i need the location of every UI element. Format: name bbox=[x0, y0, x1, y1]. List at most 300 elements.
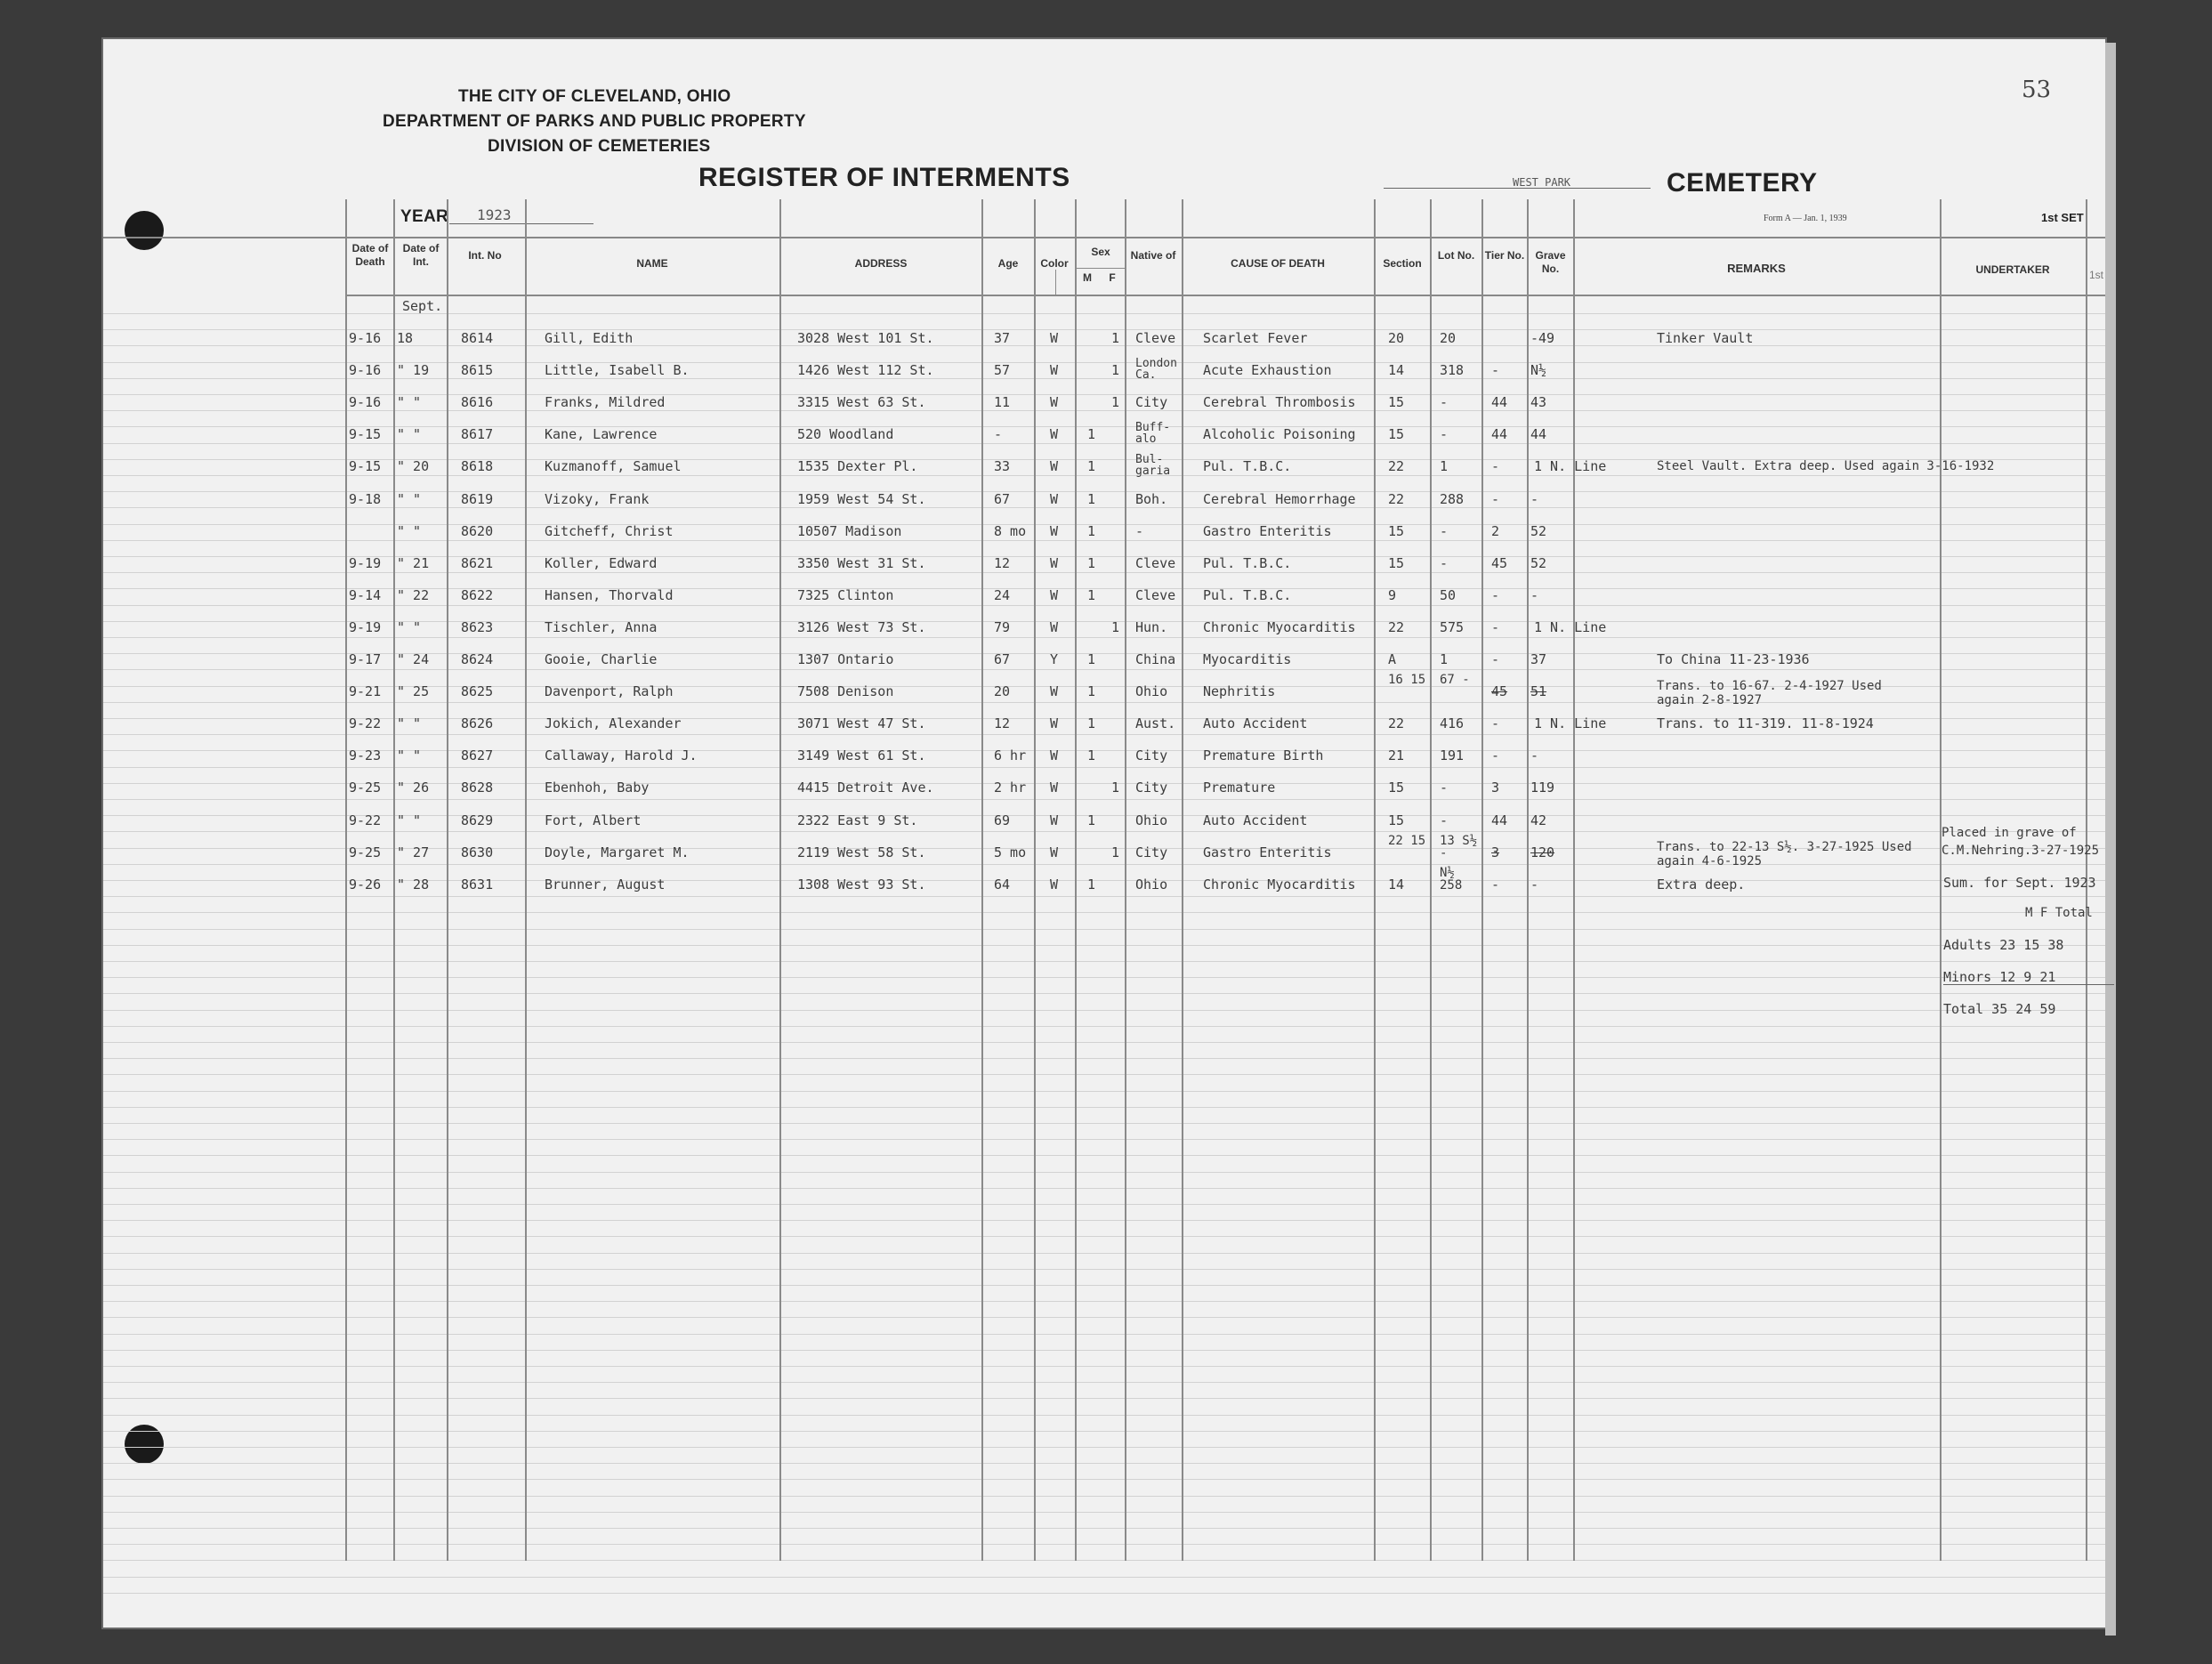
division-heading: DIVISION OF CEMETERIES bbox=[488, 137, 711, 156]
cell-address: 1307 Ontario bbox=[797, 651, 894, 667]
cell-cause-of-death: Myocarditis bbox=[1203, 651, 1292, 667]
cell-tier-no: 45 bbox=[1491, 683, 1508, 700]
cell-age: 37 bbox=[994, 330, 1011, 346]
cell-date-of-int: " " bbox=[397, 812, 422, 828]
cell-section: 15 bbox=[1388, 554, 1405, 571]
col-undertaker: UNDERTAKER bbox=[1975, 263, 2050, 276]
cell-age: 12 bbox=[994, 554, 1011, 571]
cell-color: W bbox=[1050, 522, 1059, 539]
cell-tier-no: - bbox=[1491, 586, 1500, 603]
cell-cause-of-death: Pul. T.B.C. bbox=[1203, 586, 1292, 603]
cell-section: 22 15 bbox=[1388, 833, 1426, 848]
col-int-no: Int. No bbox=[468, 249, 502, 262]
summary-adults: Adults 23 15 38 bbox=[1943, 937, 2064, 953]
col-line bbox=[447, 199, 448, 1561]
cell-remarks: Trans. to 11-319. 11-8-1924 bbox=[1657, 715, 1874, 732]
cell-int-no: 8621 bbox=[461, 554, 494, 571]
cell-date-of-death: 9-23 bbox=[349, 747, 382, 764]
ruling-line bbox=[103, 1447, 2105, 1448]
cell-sex-m: 1 bbox=[1087, 522, 1096, 539]
ruling-line bbox=[103, 1317, 2105, 1318]
cell-lot-no: 50 bbox=[1440, 586, 1457, 603]
cell-cause-of-death: Scarlet Fever bbox=[1203, 330, 1308, 346]
cell-lot-no: 575 bbox=[1440, 618, 1465, 635]
cell-lot-no: 191 bbox=[1440, 747, 1465, 764]
cell-grave-no: 51 bbox=[1530, 683, 1547, 700]
cell-name: Kane, Lawrence bbox=[545, 426, 658, 443]
cell-date-of-death: 9-25 bbox=[349, 844, 382, 860]
cell-date-of-death: 9-17 bbox=[349, 651, 382, 667]
cell-cause-of-death: Gastro Enteritis bbox=[1203, 522, 1332, 539]
ruling-line bbox=[103, 1107, 2105, 1108]
cell-sex-m: 1 bbox=[1087, 747, 1096, 764]
cell-date-of-death: 9-22 bbox=[349, 812, 382, 828]
cell-color: W bbox=[1050, 490, 1059, 507]
cell-age: 8 mo bbox=[994, 522, 1027, 539]
cell-native-of: Cleve bbox=[1135, 586, 1176, 603]
cell-int-no: 8619 bbox=[461, 490, 494, 507]
col-sex-f: F bbox=[1109, 271, 1116, 284]
cell-sex-f: 1 bbox=[1111, 618, 1120, 635]
cell-grave-no: N½ bbox=[1530, 362, 1547, 379]
summary-header: M F Total bbox=[2025, 906, 2093, 920]
col-line bbox=[1527, 199, 1529, 1561]
cell-section: 20 bbox=[1388, 330, 1405, 346]
col-line bbox=[981, 199, 983, 1561]
summary-rule bbox=[1943, 984, 2114, 985]
cell-date-of-int: " 26 bbox=[397, 779, 430, 796]
cell-section: 22 bbox=[1388, 715, 1405, 732]
ruling-line bbox=[103, 1350, 2105, 1351]
cell-grave-no: -49 bbox=[1530, 330, 1555, 346]
cell-date-of-death: 9-21 bbox=[349, 683, 382, 700]
col-native: Native of bbox=[1130, 249, 1176, 262]
table-header-rule bbox=[345, 295, 2105, 296]
cell-age: 5 mo bbox=[994, 844, 1027, 860]
cell-grave-no: 52 bbox=[1530, 554, 1547, 571]
cell-tier-no: 3 bbox=[1491, 779, 1500, 796]
register-title: REGISTER OF INTERMENTS bbox=[698, 163, 1070, 192]
cell-grave-no: - bbox=[1530, 747, 1539, 764]
cell-cause-of-death: Alcoholic Poisoning bbox=[1203, 426, 1356, 443]
cell-date-of-int: " 25 bbox=[397, 683, 430, 700]
ruling-line bbox=[103, 507, 2105, 508]
ruling-line bbox=[103, 1528, 2105, 1529]
cell-age: - bbox=[994, 426, 1003, 443]
cemetery-label: CEMETERY bbox=[1667, 168, 1818, 198]
ruling-line bbox=[103, 1269, 2105, 1270]
cell-date-of-death: 9-25 bbox=[349, 779, 382, 796]
ruling-line bbox=[103, 1042, 2105, 1043]
cell-tier-no: - bbox=[1491, 458, 1500, 475]
cell-native-of: Ohio bbox=[1135, 812, 1168, 828]
cell-date-of-int: " " bbox=[397, 715, 422, 732]
sex-subrule bbox=[1075, 268, 1125, 269]
cell-native-of: Aust. bbox=[1135, 715, 1176, 732]
ruling-line bbox=[103, 1236, 2105, 1237]
ruling-line bbox=[103, 540, 2105, 541]
ruling-line bbox=[103, 669, 2105, 670]
cell-age: 2 hr bbox=[994, 779, 1027, 796]
col-line bbox=[1481, 199, 1483, 1561]
ruling-line bbox=[103, 1074, 2105, 1075]
cell-grave-no: 1 N. Line bbox=[1534, 458, 1607, 475]
col-remarks: REMARKS bbox=[1727, 262, 1786, 275]
cell-section: 22 bbox=[1388, 458, 1405, 475]
cell-name: Vizoky, Frank bbox=[545, 490, 650, 507]
ruling-line bbox=[103, 799, 2105, 800]
cell-address: 3071 West 47 St. bbox=[797, 715, 926, 732]
col-line bbox=[393, 199, 395, 1561]
cell-grave-no: 44 bbox=[1530, 426, 1547, 443]
cell-section: 22 bbox=[1388, 618, 1405, 635]
ruling-line bbox=[103, 1415, 2105, 1416]
cell-tier-no: 44 bbox=[1491, 394, 1508, 411]
ruling-line bbox=[103, 1496, 2105, 1497]
cell-age: 11 bbox=[994, 394, 1011, 411]
ruling-line bbox=[103, 767, 2105, 768]
cell-native-of: China bbox=[1135, 651, 1176, 667]
col-line bbox=[1940, 199, 1942, 1561]
cell-name: Fort, Albert bbox=[545, 812, 642, 828]
cell-address: 4415 Detroit Ave. bbox=[797, 779, 934, 796]
cell-age: 64 bbox=[994, 876, 1011, 893]
col-sex-m: M bbox=[1083, 271, 1092, 284]
cell-date-of-death: 9-19 bbox=[349, 618, 382, 635]
cell-tier-no: - bbox=[1491, 747, 1500, 764]
cell-lot-no: - bbox=[1440, 522, 1449, 539]
cell-native-of: Hun. bbox=[1135, 618, 1168, 635]
cell-address: 7325 Clinton bbox=[797, 586, 894, 603]
ruling-line bbox=[103, 637, 2105, 638]
city-heading: THE CITY OF CLEVELAND, OHIO bbox=[458, 87, 731, 106]
cell-sex-m: 1 bbox=[1087, 586, 1096, 603]
cell-int-no: 8631 bbox=[461, 876, 494, 893]
cell-native-of: London Ca. bbox=[1135, 357, 1177, 383]
cell-date-of-int: " 19 bbox=[397, 362, 430, 379]
cell-lot-no: - bbox=[1440, 812, 1449, 828]
cell-date-of-death: 9-18 bbox=[349, 490, 382, 507]
cell-lot-no: 67 - bbox=[1440, 673, 1470, 688]
col-grave: Grave No. bbox=[1535, 249, 1566, 275]
cell-int-no: 8618 bbox=[461, 458, 494, 475]
ruling-line bbox=[103, 1010, 2105, 1011]
undertaker-note: Placed in grave of C.M.Nehring.3-27-1925 bbox=[1942, 826, 2100, 858]
ruling-line bbox=[103, 1026, 2105, 1027]
cell-color: W bbox=[1050, 618, 1059, 635]
ruling-line bbox=[103, 734, 2105, 735]
col-cause: CAUSE OF DEATH bbox=[1231, 257, 1325, 270]
ruling-line bbox=[103, 1479, 2105, 1480]
ruling-line bbox=[103, 1593, 2105, 1594]
cell-cause-of-death: Acute Exhaustion bbox=[1203, 362, 1332, 379]
cell-sex-m: 1 bbox=[1087, 490, 1096, 507]
cell-date-of-death: 9-16 bbox=[349, 330, 382, 346]
cell-native-of: Ohio bbox=[1135, 876, 1168, 893]
cell-address: 7508 Denison bbox=[797, 683, 894, 700]
cell-remarks: Extra deep. bbox=[1657, 876, 1746, 893]
cell-name: Ebenhoh, Baby bbox=[545, 779, 650, 796]
col-tier: Tier No. bbox=[1484, 249, 1525, 262]
ruling-line bbox=[103, 1220, 2105, 1221]
cell-date-of-int: " " bbox=[397, 426, 422, 443]
cell-native-of: City bbox=[1135, 394, 1168, 411]
summary-minors: Minors 12 9 21 bbox=[1943, 969, 2056, 985]
cell-lot-no: - bbox=[1440, 394, 1449, 411]
ruling-line bbox=[103, 961, 2105, 962]
cell-int-no: 8623 bbox=[461, 618, 494, 635]
cell-cause-of-death: Chronic Myocarditis bbox=[1203, 618, 1356, 635]
cell-age: 69 bbox=[994, 812, 1011, 828]
cell-native-of: City bbox=[1135, 779, 1168, 796]
cell-sex-m: 1 bbox=[1087, 683, 1096, 700]
cell-native-of: City bbox=[1135, 747, 1168, 764]
col-line bbox=[1374, 199, 1376, 1561]
cell-tier-no: - bbox=[1491, 715, 1500, 732]
cell-date-of-death: 9-16 bbox=[349, 362, 382, 379]
cell-address: 2119 West 58 St. bbox=[797, 844, 926, 860]
cell-name: Davenport, Ralph bbox=[545, 683, 674, 700]
cell-color: W bbox=[1050, 747, 1059, 764]
cell-date-of-int: " " bbox=[397, 522, 422, 539]
cell-date-of-int: " " bbox=[397, 747, 422, 764]
cell-grave-no: 52 bbox=[1530, 522, 1547, 539]
cell-name: Jokich, Alexander bbox=[545, 715, 682, 732]
cell-address: 3028 West 101 St. bbox=[797, 330, 934, 346]
cell-sex-f: 1 bbox=[1111, 779, 1120, 796]
cell-sex-m: 1 bbox=[1087, 426, 1096, 443]
ruling-line bbox=[103, 605, 2105, 606]
cell-lot-no: N½ 258 bbox=[1440, 865, 1463, 893]
col-date-death: Date of Death bbox=[351, 242, 389, 268]
cell-age: 20 bbox=[994, 683, 1011, 700]
cell-cause-of-death: Chronic Myocarditis bbox=[1203, 876, 1356, 893]
col-color: Color bbox=[1040, 257, 1069, 270]
cell-cause-of-death: Pul. T.B.C. bbox=[1203, 554, 1292, 571]
cell-int-no: 8617 bbox=[461, 426, 494, 443]
cell-tier-no: 44 bbox=[1491, 426, 1508, 443]
col-age: Age bbox=[997, 257, 1019, 270]
cell-section: 21 bbox=[1388, 747, 1405, 764]
cell-name: Gill, Edith bbox=[545, 330, 634, 346]
ruling-line bbox=[103, 572, 2105, 573]
cell-tier-no: - bbox=[1491, 362, 1500, 379]
cell-age: 79 bbox=[994, 618, 1011, 635]
cell-section: 15 bbox=[1388, 426, 1405, 443]
cell-age: 33 bbox=[994, 458, 1011, 475]
col-line bbox=[779, 199, 781, 1561]
cell-int-no: 8625 bbox=[461, 683, 494, 700]
cell-date-of-int: 18 bbox=[397, 330, 414, 346]
summary-total: Total 35 24 59 bbox=[1943, 1001, 2056, 1017]
ruling-line bbox=[103, 1431, 2105, 1432]
col-line bbox=[1182, 199, 1183, 1561]
col-address: ADDRESS bbox=[854, 257, 908, 270]
cell-grave-no: 1 N. Line bbox=[1534, 618, 1607, 635]
cell-remarks: Tinker Vault bbox=[1657, 330, 1754, 346]
cell-lot-no: 318 bbox=[1440, 362, 1465, 379]
cell-int-no: 8616 bbox=[461, 394, 494, 411]
cell-age: 67 bbox=[994, 651, 1011, 667]
cell-cause-of-death: Cerebral Hemorrhage bbox=[1203, 490, 1356, 507]
col-line bbox=[1430, 199, 1432, 1561]
sex-divider bbox=[1055, 270, 1056, 295]
ruling-line bbox=[103, 1139, 2105, 1140]
ruling-line bbox=[103, 977, 2105, 978]
cell-date-of-int: " 21 bbox=[397, 554, 430, 571]
cell-name: Tischler, Anna bbox=[545, 618, 658, 635]
cell-date-of-death: 9-15 bbox=[349, 426, 382, 443]
col-lot: Lot No. bbox=[1437, 249, 1475, 262]
cell-section: 15 bbox=[1388, 522, 1405, 539]
cell-date-of-int: " 22 bbox=[397, 586, 430, 603]
cell-grave-no: 120 bbox=[1530, 844, 1555, 860]
ruling-line bbox=[103, 475, 2105, 476]
year-value: 1923 bbox=[477, 206, 512, 223]
cell-lot-no: 1 bbox=[1440, 651, 1449, 667]
cell-int-no: 8624 bbox=[461, 651, 494, 667]
cell-sex-f: 1 bbox=[1111, 394, 1120, 411]
cell-int-no: 8628 bbox=[461, 779, 494, 796]
cell-name: Gitcheff, Christ bbox=[545, 522, 674, 539]
ruling-line bbox=[103, 912, 2105, 913]
ruling-line bbox=[103, 1366, 2105, 1367]
page-number: 53 bbox=[2022, 77, 2052, 103]
cell-date-of-int: " " bbox=[397, 490, 422, 507]
cell-lot-no: 20 bbox=[1440, 330, 1457, 346]
cell-color: W bbox=[1050, 554, 1059, 571]
col-line bbox=[1075, 199, 1077, 1561]
cell-color: W bbox=[1050, 876, 1059, 893]
department-heading: DEPARTMENT OF PARKS AND PUBLIC PROPERTY bbox=[383, 112, 806, 131]
cell-section: 14 bbox=[1388, 362, 1405, 379]
cell-color: Y bbox=[1050, 651, 1059, 667]
cell-date-of-int: " 24 bbox=[397, 651, 430, 667]
cell-age: 12 bbox=[994, 715, 1011, 732]
cell-age: 57 bbox=[994, 362, 1011, 379]
ruling-line bbox=[103, 1577, 2105, 1578]
cell-sex-m: 1 bbox=[1087, 812, 1096, 828]
cell-tier-no: - bbox=[1491, 618, 1500, 635]
cell-int-no: 8630 bbox=[461, 844, 494, 860]
cell-native-of: - bbox=[1135, 522, 1144, 539]
cemetery-name: WEST PARK bbox=[1513, 176, 1571, 189]
ruling-line bbox=[103, 1301, 2105, 1302]
cell-lot-no: - bbox=[1440, 426, 1449, 443]
cell-age: 6 hr bbox=[994, 747, 1027, 764]
ruling-line bbox=[103, 831, 2105, 832]
cell-date-of-int: " 27 bbox=[397, 844, 430, 860]
cell-lot-no: 288 bbox=[1440, 490, 1465, 507]
summary-title: Sum. for Sept. 1923 bbox=[1943, 875, 2096, 891]
cell-tier-no: 2 bbox=[1491, 522, 1500, 539]
cell-color: W bbox=[1050, 844, 1059, 860]
cell-name: Hansen, Thorvald bbox=[545, 586, 674, 603]
cell-lot-no: - bbox=[1440, 779, 1449, 796]
ruling-line bbox=[103, 1155, 2105, 1156]
cell-address: 1308 West 93 St. bbox=[797, 876, 926, 893]
cell-address: 2322 East 9 St. bbox=[797, 812, 918, 828]
ruling-line bbox=[103, 1253, 2105, 1254]
cell-address: 3149 West 61 St. bbox=[797, 747, 926, 764]
cell-native-of: City bbox=[1135, 844, 1168, 860]
cell-date-of-death: 9-16 bbox=[349, 394, 382, 411]
cell-section: 15 bbox=[1388, 394, 1405, 411]
cell-name: Little, Isabell B. bbox=[545, 362, 690, 379]
cell-int-no: 8615 bbox=[461, 362, 494, 379]
cell-native-of: Cleve bbox=[1135, 330, 1176, 346]
col-name: NAME bbox=[636, 257, 668, 270]
col-line bbox=[525, 199, 527, 1561]
cell-date-of-int: " " bbox=[397, 394, 422, 411]
cell-color: W bbox=[1050, 715, 1059, 732]
cell-date-of-int: " 28 bbox=[397, 876, 430, 893]
cell-date-of-death: 9-19 bbox=[349, 554, 382, 571]
cell-color: W bbox=[1050, 394, 1059, 411]
col-section: Section bbox=[1383, 257, 1422, 270]
cell-date-of-death: 9-26 bbox=[349, 876, 382, 893]
cell-color: W bbox=[1050, 458, 1059, 475]
ruling-line bbox=[103, 1204, 2105, 1205]
cell-cause-of-death: Pul. T.B.C. bbox=[1203, 458, 1292, 475]
cell-color: W bbox=[1050, 683, 1059, 700]
ruling-line bbox=[103, 410, 2105, 411]
ruling-line bbox=[103, 1334, 2105, 1335]
cell-grave-no: 37 bbox=[1530, 651, 1547, 667]
ruling-line bbox=[103, 1188, 2105, 1189]
cell-grave-no: - bbox=[1530, 876, 1539, 893]
ruling-line bbox=[103, 1512, 2105, 1513]
month-label: Sept. bbox=[402, 298, 443, 314]
ruling-line bbox=[103, 1172, 2105, 1173]
cell-cause-of-death: Premature bbox=[1203, 779, 1276, 796]
cell-remarks: Trans. to 22-13 S½. 3-27-1925 Used again 4-6-1925 bbox=[1657, 839, 1912, 868]
cell-address: 3126 West 73 St. bbox=[797, 618, 926, 635]
cell-tier-no: - bbox=[1491, 651, 1500, 667]
ruling-line bbox=[103, 896, 2105, 897]
ruling-line bbox=[103, 443, 2105, 444]
cell-tier-no: 45 bbox=[1491, 554, 1508, 571]
cell-address: 1959 West 54 St. bbox=[797, 490, 926, 507]
cell-color: W bbox=[1050, 426, 1059, 443]
cell-grave-no: 1 N. Line bbox=[1534, 715, 1607, 732]
cell-int-no: 8614 bbox=[461, 330, 494, 346]
cell-address: 1426 West 112 St. bbox=[797, 362, 934, 379]
cell-name: Kuzmanoff, Samuel bbox=[545, 458, 682, 475]
cell-cause-of-death: Auto Accident bbox=[1203, 715, 1308, 732]
cell-section: 9 bbox=[1388, 586, 1397, 603]
cell-address: 10507 Madison bbox=[797, 522, 902, 539]
cell-cause-of-death: Premature Birth bbox=[1203, 747, 1324, 764]
cell-name: Gooie, Charlie bbox=[545, 651, 658, 667]
cell-remarks: To China 11-23-1936 bbox=[1657, 651, 1810, 667]
cell-cause-of-death: Gastro Enteritis bbox=[1203, 844, 1332, 860]
cell-cause-of-death: Auto Accident bbox=[1203, 812, 1308, 828]
cell-name: Franks, Mildred bbox=[545, 394, 666, 411]
cell-age: 24 bbox=[994, 586, 1011, 603]
cell-section: 15 bbox=[1388, 779, 1405, 796]
cell-int-no: 8626 bbox=[461, 715, 494, 732]
ruling-line bbox=[103, 993, 2105, 994]
table-top-rule bbox=[103, 237, 2105, 238]
cell-section: 16 15 bbox=[1388, 673, 1426, 688]
col-line bbox=[345, 199, 347, 1561]
ruling-line bbox=[103, 1560, 2105, 1561]
cell-remarks: Steel Vault. Extra deep. Used again 3-16-1932 bbox=[1657, 459, 1995, 474]
cell-address: 520 Woodland bbox=[797, 426, 894, 443]
cell-grave-no: 119 bbox=[1530, 779, 1555, 796]
cell-grave-no: - bbox=[1530, 586, 1539, 603]
